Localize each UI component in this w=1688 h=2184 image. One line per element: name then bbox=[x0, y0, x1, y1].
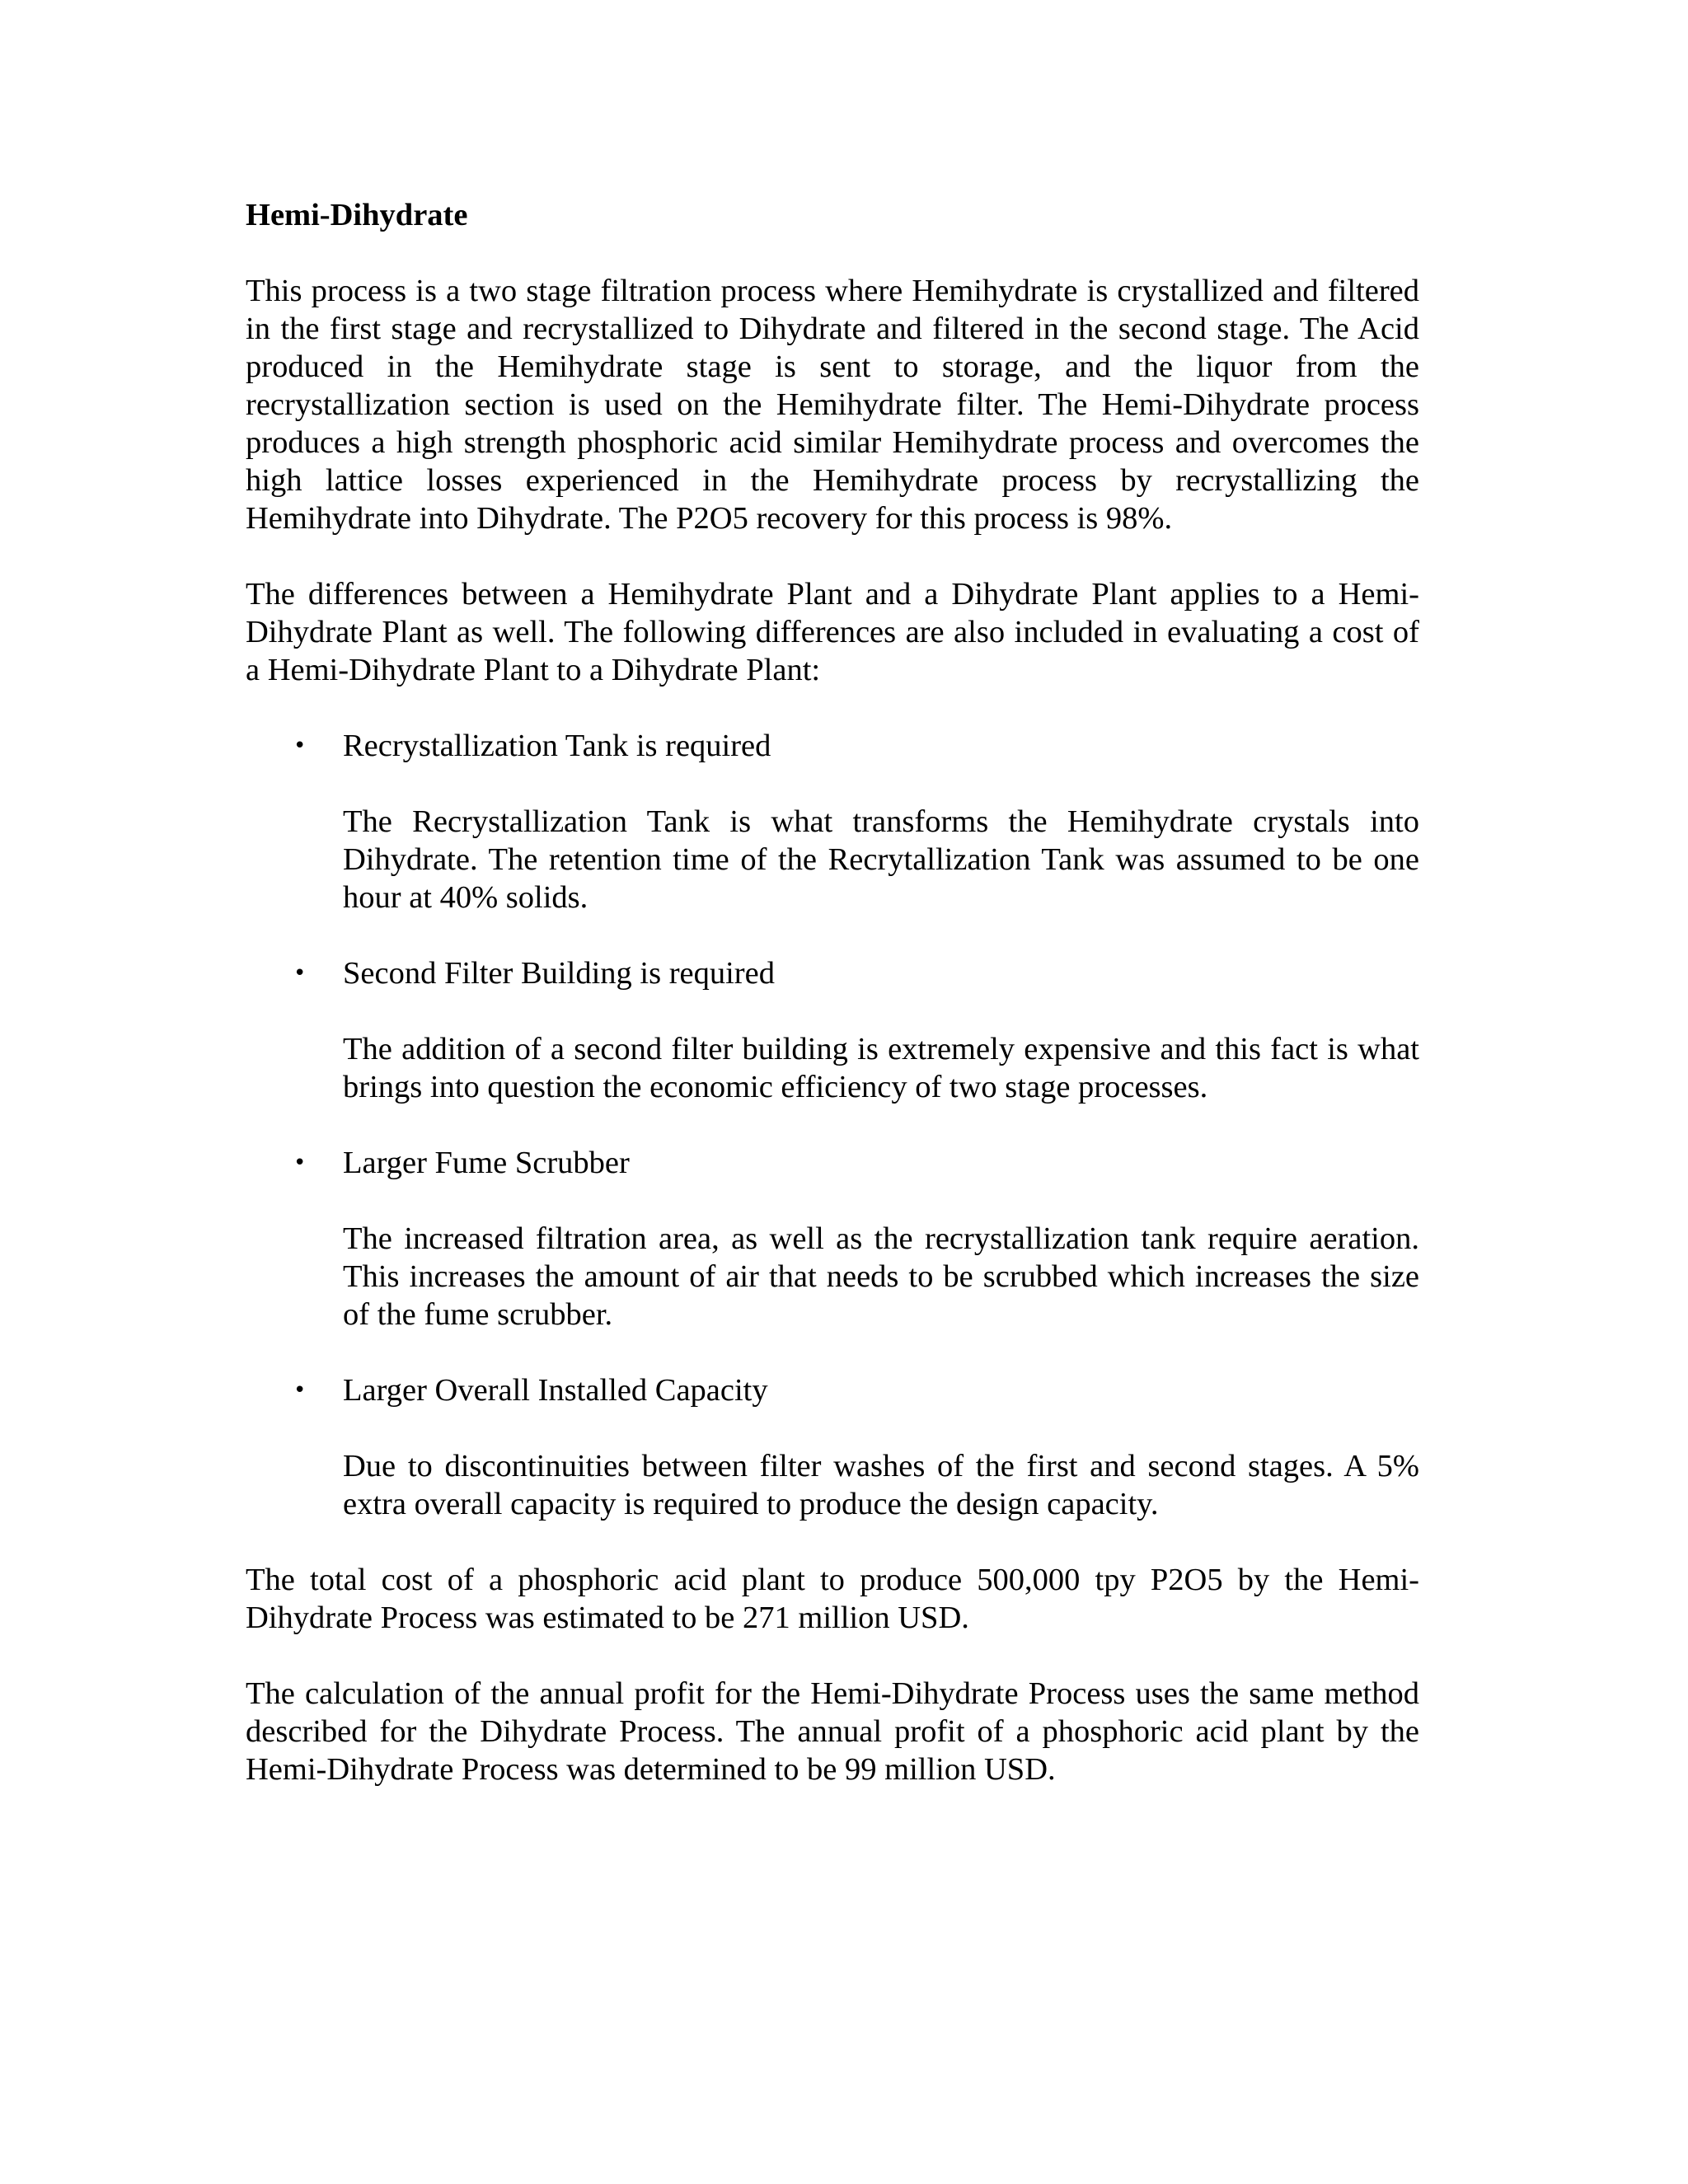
profit-paragraph: The calculation of the annual profit for the Hemi-Dihydrate Process uses the same method described for the Dihydrate Process. The annual profit of a phosphoric acid plant by the Hemi-Dihydrate Process was determined to be 99 million USD. bbox=[246, 1676, 1419, 1787]
bullet-icon: • bbox=[293, 1151, 307, 1175]
differences-paragraph: The differences between a Hemihydrate Plant and a Dihydrate Plant applies to a Hemi-Dihydrate Plant as well. The following differences are also included in evaluating a cost of a Hemi-Dihydrate Plant to a Dihydrate Plant: bbox=[246, 577, 1419, 687]
list-item bbox=[246, 1144, 1419, 1333]
list-item bbox=[246, 1371, 1419, 1523]
intro-paragraph: This process is a two stage filtration process where Hemihydrate is crystallized and filtered in the first stage and recrystallized to Dihydrate and filtered in the second stage. The Acid produced in the Hemihydrate stage is sent to storage, and the liquor from the recrystallization section is used on the Hemihydrate filter. The Hemi-Dihydrate process produces a high strength phosphoric acid similar Hemihydrate process and overcomes the high lattice losses experienced in the Hemihydrate process by recrystallizing the Hemihydrate into Dihydrate. The P2O5 recovery for this process is 98%. bbox=[246, 274, 1419, 536]
list-item bbox=[246, 727, 1419, 916]
bullet-icon: • bbox=[293, 961, 307, 986]
differences-list bbox=[246, 727, 1419, 1523]
list-item-heading: Larger Overall Installed Capacity bbox=[343, 1373, 768, 1408]
list-item-heading: Larger Fume Scrubber bbox=[343, 1146, 630, 1180]
document-page bbox=[246, 196, 1419, 1826]
list-item-heading: Recrystallization Tank is required bbox=[343, 729, 771, 763]
list-item-body: The Recrystallization Tank is what transforms the Hemihydrate crystals into Dihydrate. The retention time of the Recrytallization Tank was assumed to be one hour at 40% solids. bbox=[343, 804, 1419, 915]
list-item-body: The increased filtration area, as well as the recrystallization tank require aeration. This increases the amount of air that needs to be scrubbed which increases the size of the fume scrubber. bbox=[343, 1221, 1419, 1332]
bullet-icon: • bbox=[293, 733, 307, 758]
list-item-body: The addition of a second filter building is extremely expensive and this fact is what brings into question the economic efficiency of two stage processes. bbox=[343, 1032, 1419, 1104]
list-item-body: Due to discontinuities between filter washes of the first and second stages. A 5% extra overall capacity is required to produce the design capacity. bbox=[343, 1449, 1419, 1521]
cost-paragraph: The total cost of a phosphoric acid plant to produce 500,000 tpy P2O5 by the Hemi-Dihydrate Process was estimated to be 271 million USD. bbox=[246, 1563, 1419, 1635]
bullet-icon: • bbox=[293, 1378, 307, 1403]
list-item bbox=[246, 954, 1419, 1106]
list-item-heading: Second Filter Building is required bbox=[343, 956, 775, 991]
section-title: Hemi-Dihydrate bbox=[246, 198, 468, 232]
